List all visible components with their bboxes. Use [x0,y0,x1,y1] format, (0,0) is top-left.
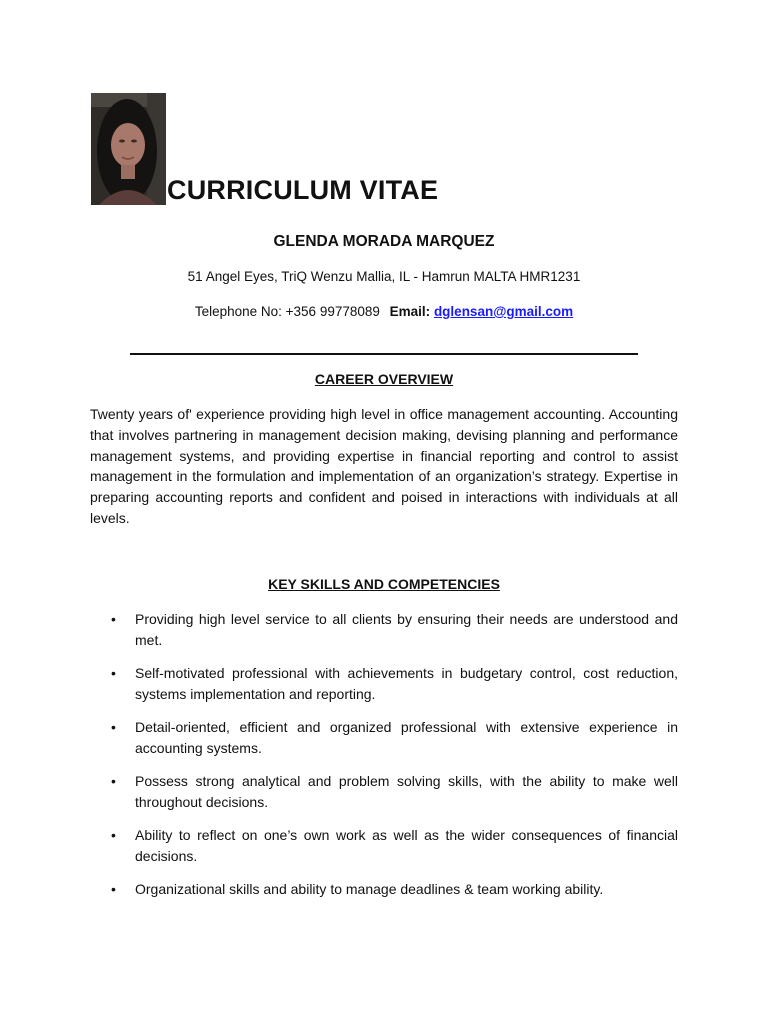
email-link[interactable]: dglensan@gmail.com [433,304,574,319]
profile-photo [91,93,166,205]
career-overview-heading: CAREER OVERVIEW [314,371,454,387]
list-item [90,771,678,813]
list-item [90,717,678,759]
career-overview-text: Twenty years of' experience providing high level in office management accounting. Accounting that involves partnering in management decision making, devising planning and performance management systems, and providing expertise in financial reporting and control to assist management in the formulation and implementation of an organization’s strategy. Expertise in preparing accounting reports and confident and poised in interactions with individuals at all levels. [90,406,678,526]
address: 51 Angel Eyes, TriQ Wenzu Mallia, IL - Hamrun MALTA HMR1231 [187,269,581,284]
telephone: Telephone No: +356 99778089 [194,304,380,319]
candidate-name: GLENDA MORADA MARQUEZ [273,233,495,250]
email-label: Email: [389,304,431,319]
list-item-text: Ability to reflect on one’s own work as well as the wider consequences of financial decisions. [135,827,678,865]
bullet-icon: • [111,719,116,736]
bullet-icon: • [111,881,116,898]
bullet-icon: • [111,773,116,790]
list-item-text: Providing high level service to all clients by ensuring their needs are understood and met. [135,611,678,648]
list-item-text: Self-motivated professional with achievements in budgetary control, cost reduction, systems implementation and reporting. [135,665,678,702]
bullet-icon: • [111,611,116,627]
list-item-text: Detail-oriented, efficient and organized professional with extensive experience in accounting systems. [135,719,678,756]
list-item-text: Organizational skills and ability to manage deadlines & team working ability. [135,881,604,898]
profile-photo-image [91,93,166,205]
contact-line [90,304,678,319]
list-item [90,879,678,900]
list-item [90,609,678,651]
bullet-icon: • [111,827,116,844]
list-item [90,663,678,705]
key-skills-heading: KEY SKILLS AND COMPETENCIES [268,576,500,592]
divider-line [130,353,638,355]
list-item-text: Possess strong analytical and problem solving skills, with the ability to make well throughout decisions. [135,773,678,811]
list-item [90,825,678,867]
bullet-icon: • [111,665,116,682]
page-title: CURRICULUM VITAE [167,175,439,205]
skills-list [90,609,678,913]
